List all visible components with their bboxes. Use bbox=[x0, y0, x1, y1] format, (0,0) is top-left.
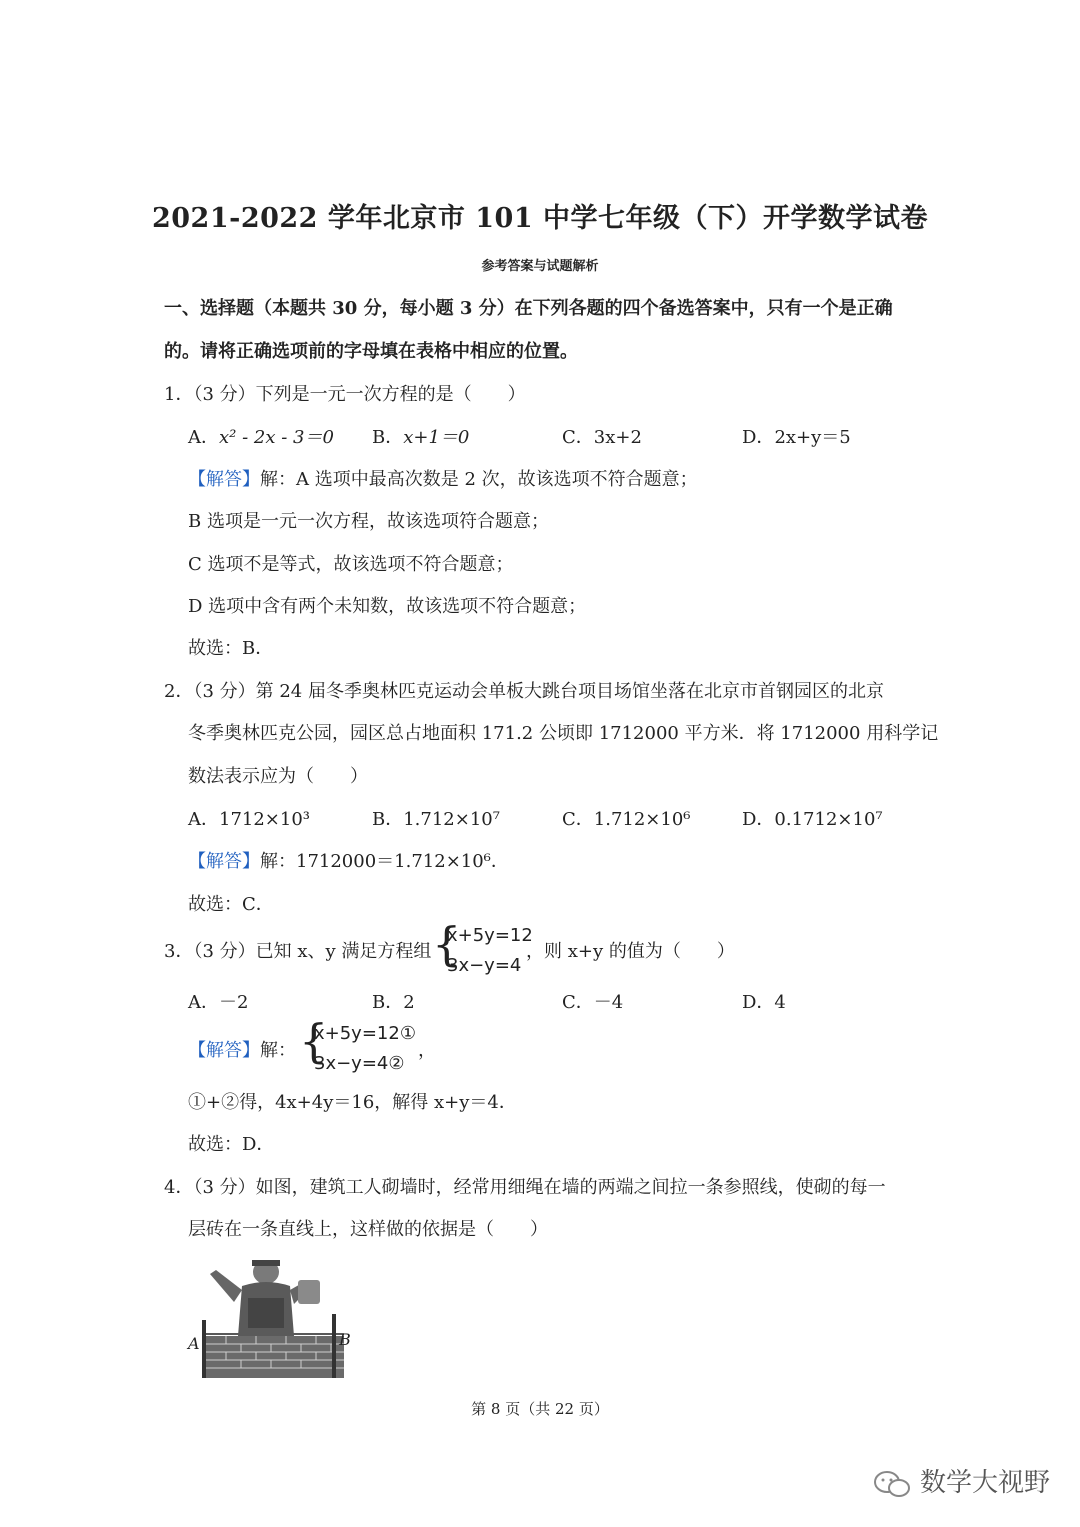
q2-option-b: B．1.712×10⁷ bbox=[372, 809, 500, 830]
q2-stem-line2: 冬季奥林匹克公园，园区总占地面积 171.2 公顷即 1712000 平方米．将 1712000 用科学记 bbox=[188, 723, 939, 744]
q1-stem: 1．（3 分）下列是一元一次方程的是（ ） bbox=[164, 384, 526, 405]
section-heading-line2: 的。请将正确选项前的字母填在表格中相应的位置。 bbox=[164, 341, 578, 362]
q2-option-a: A．1712×10³ bbox=[188, 809, 311, 830]
q3-equation-system bbox=[447, 921, 533, 981]
q1-option-a-label: A． bbox=[188, 427, 219, 448]
q3-equation-2: 3x−y=4 bbox=[447, 955, 522, 976]
bricklayer-illustration bbox=[186, 1258, 356, 1382]
q3-choose: 故选：D． bbox=[188, 1134, 275, 1155]
q3-stem-pre: 3．（3 分）已知 x、y 满足方程组 bbox=[164, 941, 432, 962]
q2-choose: 故选：C． bbox=[188, 894, 274, 915]
q1-option-a-text: x² - 2x - 3＝0 bbox=[219, 427, 334, 448]
q1-option-b-label: B． bbox=[372, 427, 404, 448]
q2-stem-line3: 数法表示应为（ ） bbox=[188, 766, 368, 787]
q3-option-a: A．－2 bbox=[188, 992, 249, 1013]
q4-stem-line2: 层砖在一条直线上，这样做的依据是（ ） bbox=[188, 1219, 548, 1240]
q1-answer-line3: C 选项不是等式，故该选项不符合题意； bbox=[188, 554, 514, 575]
q4-stem-line1: 4．（3 分）如图，建筑工人砌墙时，经常用细绳在墙的两端之间拉一条参照线，使砌的每一 bbox=[164, 1177, 886, 1198]
figure-label-a: A bbox=[188, 1334, 200, 1353]
q1-option-d-label: D． bbox=[742, 427, 775, 448]
q2-option-d: D．0.1712×10⁷ bbox=[742, 809, 883, 830]
q3-answer-line2: ①+②得，4x+4y＝16，解得 x+y＝4． bbox=[188, 1092, 517, 1113]
q3-answer-comma: ， bbox=[418, 1040, 436, 1061]
q1-option-a bbox=[188, 423, 334, 449]
q2-stem-line1: 2．（3 分）第 24 届冬季奥林匹克运动会单板大跳台项目场馆坐落在北京市首钢园区的北京 bbox=[164, 681, 884, 702]
q1-option-c bbox=[562, 423, 642, 449]
q1-option-b bbox=[372, 423, 469, 449]
watermark bbox=[872, 1462, 1050, 1499]
q3-option-d: D．4 bbox=[742, 992, 786, 1013]
q3-answer-brace: { bbox=[299, 1014, 329, 1068]
q1-option-d-text: 2x+y＝5 bbox=[774, 427, 851, 448]
q2-answer bbox=[188, 847, 509, 873]
q1-answer-line2: B 选项是一元一次方程，故该选项符合题意； bbox=[188, 511, 549, 532]
q3-answer-equation-1: x+5y=12① bbox=[314, 1023, 416, 1044]
q1-choose: 故选：B． bbox=[188, 638, 274, 659]
q3-answer-lead bbox=[188, 1036, 296, 1062]
q3-answer-tag: 【解答】 bbox=[188, 1040, 260, 1061]
q1-option-d bbox=[742, 423, 851, 449]
q4-bricklayer-figure bbox=[186, 1258, 356, 1382]
q3-option-c: C．－4 bbox=[562, 992, 624, 1013]
page-footer: 第 8 页（共 22 页） bbox=[471, 1400, 609, 1418]
page-subtitle: 参考答案与试题解析 bbox=[481, 259, 599, 274]
q3-option-b: B．2 bbox=[372, 992, 415, 1013]
q2-option-c: C．1.712×10⁶ bbox=[562, 809, 691, 830]
q3-equation-1: x+5y=12 bbox=[447, 925, 533, 946]
watermark-text: 数学大视野 bbox=[919, 1468, 1050, 1498]
q3-answer-equation-2: 3x−y=4② bbox=[314, 1053, 405, 1074]
q2-answer-tag: 【解答】 bbox=[188, 851, 260, 872]
figure-label-b: B bbox=[339, 1330, 351, 1349]
q1-answer-text1: 解：A 选项中最高次数是 2 次，故该选项不符合题意； bbox=[260, 469, 698, 490]
section-heading-line1: 一、选择题（本题共 30 分，每小题 3 分）在下列各题的四个备选答案中，只有一个是正确 bbox=[164, 298, 893, 319]
q1-answer-line1 bbox=[188, 465, 698, 491]
wechat-icon bbox=[872, 1469, 912, 1499]
q3-answer-system bbox=[314, 1019, 416, 1079]
page-title: 2021-2022 学年北京市 101 中学七年级（下）开学数学试卷 bbox=[151, 203, 929, 234]
q3-answer-pre: 解： bbox=[260, 1040, 296, 1061]
q2-answer-text: 解：1712000＝1.712×10⁶． bbox=[260, 851, 509, 872]
q1-option-c-label: C． bbox=[562, 427, 594, 448]
q3-system-brace: { bbox=[432, 917, 462, 971]
q1-option-c-text: 3x+2 bbox=[593, 427, 642, 448]
q1-answer-line4: D 选项中含有两个未知数，故该选项不符合题意； bbox=[188, 596, 587, 617]
q1-answer-tag: 【解答】 bbox=[188, 469, 260, 490]
q1-option-b-text: x+1＝0 bbox=[403, 427, 470, 448]
q3-stem-post: ，则 x+y 的值为（ ） bbox=[526, 941, 735, 962]
